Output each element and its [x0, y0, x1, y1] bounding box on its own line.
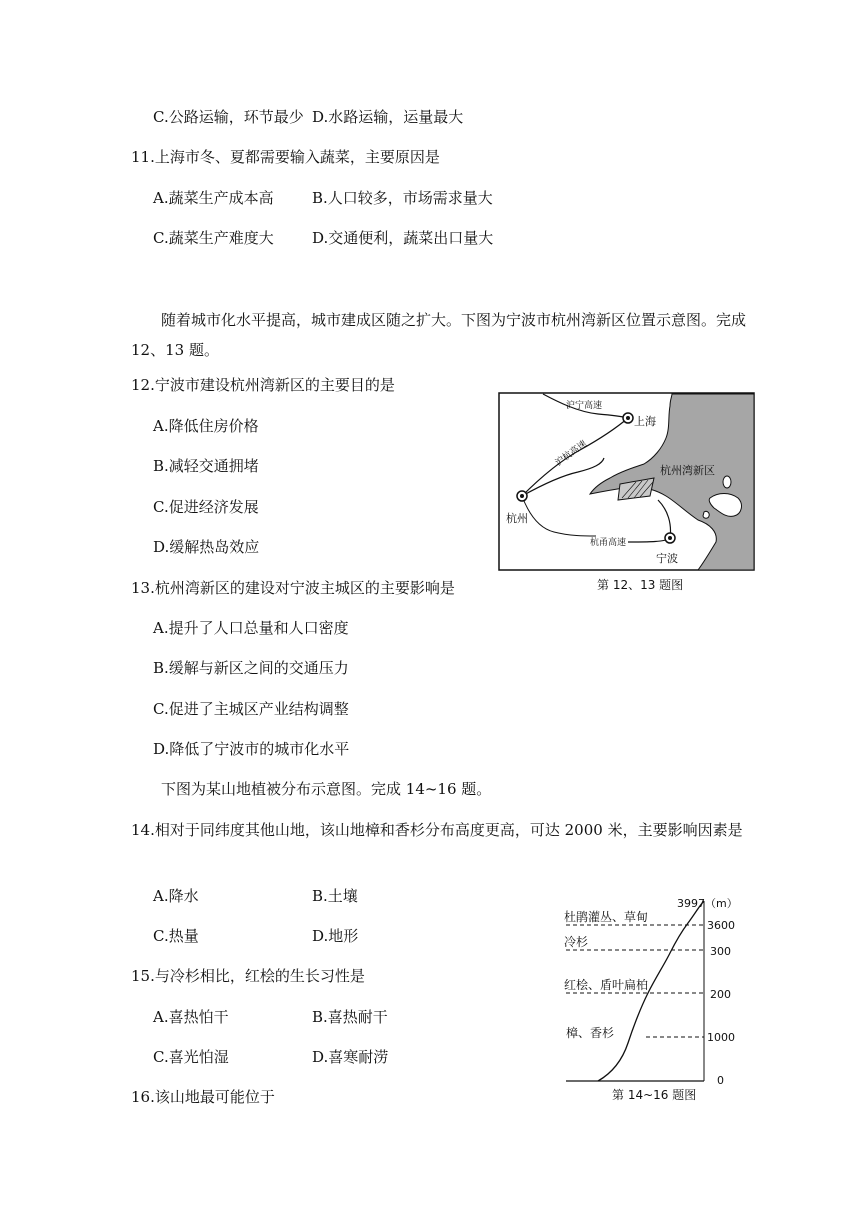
q12-option-b: B.减轻交通拥堵: [153, 457, 259, 475]
tick-300: 300: [710, 945, 731, 958]
map-island-1: [723, 476, 731, 488]
tick-200: 200: [710, 988, 731, 1001]
mountain-caption: 第 14~16 题图: [612, 1088, 697, 1102]
q15-option-d: D.喜寒耐涝: [312, 1048, 389, 1066]
q15-option-a: A.喜热怕干: [153, 1008, 229, 1026]
q14-option-b: B.土壤: [312, 887, 358, 905]
tick-3600: 3600: [707, 919, 735, 932]
tick-1000: 1000: [707, 1031, 735, 1044]
q16-stem: 16.该山地最可能位于: [131, 1088, 275, 1106]
label-hang-yong: 杭甬高速: [590, 538, 627, 548]
q12-stem: 12.宁波市建设杭州湾新区的主要目的是: [131, 376, 395, 394]
hangzhou-bay-map: [498, 392, 756, 572]
q15-option-b: B.喜热耐干: [312, 1008, 388, 1026]
q11-option-a: A.蔬菜生产成本高: [153, 189, 274, 207]
q10-option-d: D.水路运输，运量最大: [312, 108, 464, 126]
zone-2-label: 冷杉: [564, 935, 589, 949]
q11-option-c: C.蔬菜生产难度大: [153, 229, 274, 247]
q13-option-b: B.缓解与新区之间的交通压力: [153, 659, 349, 677]
q12-option-d: D.缓解热岛效应: [153, 538, 260, 556]
passage-12-13: 随着城市化水平提高，城市建成区随之扩大。下图为宁波市杭州湾新区位置示意图。完成 12、13 题。: [131, 311, 747, 359]
label-shanghai: 上海: [634, 415, 656, 428]
passage-14-16: 下图为某山地植被分布示意图。完成 14~16 题。: [161, 780, 492, 798]
mountain-vegetation-diagram: [560, 893, 750, 1089]
q11-option-d: D.交通便利，蔬菜出口量大: [312, 229, 494, 247]
q14-option-c: C.热量: [153, 927, 199, 945]
label-new-district: 杭州湾新区: [660, 464, 715, 477]
label-hu-hang: 沪杭高速: [553, 439, 589, 469]
q13-option-d: D.降低了宁波市的城市化水平: [153, 740, 350, 758]
q13-option-a: A.提升了人口总量和人口密度: [153, 619, 349, 637]
q14-option-a: A.降水: [153, 887, 199, 905]
q11-stem: 11.上海市冬、夏都需要输入蔬菜，主要原因是: [131, 148, 440, 166]
label-hu-ning: 沪宁高速: [566, 401, 603, 411]
map-caption: 第 12、13 题图: [597, 578, 684, 592]
q10-option-c: C.公路运输，环节最少: [153, 108, 304, 126]
zone-3-label: 红桧、盾叶扁柏: [564, 978, 649, 992]
q11-option-b: B.人口较多，市场需求量大: [312, 189, 493, 207]
label-ningbo: 宁波: [656, 552, 678, 565]
map-island-3: [703, 511, 709, 518]
q14-stem: 14.相对于同纬度其他山地，该山地樟和香杉分布高度更高，可达 2000 米，主要影响因素是: [131, 821, 743, 839]
q15-stem: 15.与冷杉相比，红桧的生长习性是: [131, 967, 365, 985]
label-hangzhou: 杭州: [506, 512, 528, 525]
tick-0: 0: [717, 1074, 724, 1087]
label-peak: 3997（m）: [677, 897, 738, 910]
zone-4-label: 樟、香杉: [566, 1026, 615, 1040]
q13-option-c: C.促进了主城区产业结构调整: [153, 700, 349, 718]
q13-stem: 13.杭州湾新区的建设对宁波主城区的主要影响是: [131, 579, 455, 597]
q14-option-d: D.地形: [312, 927, 359, 945]
zone-1-label: 杜鹃灌丛、草甸: [564, 910, 649, 924]
q15-option-c: C.喜光怕湿: [153, 1048, 229, 1066]
q12-option-c: C.促进经济发展: [153, 498, 259, 516]
q12-option-a: A.降低住房价格: [153, 417, 259, 435]
